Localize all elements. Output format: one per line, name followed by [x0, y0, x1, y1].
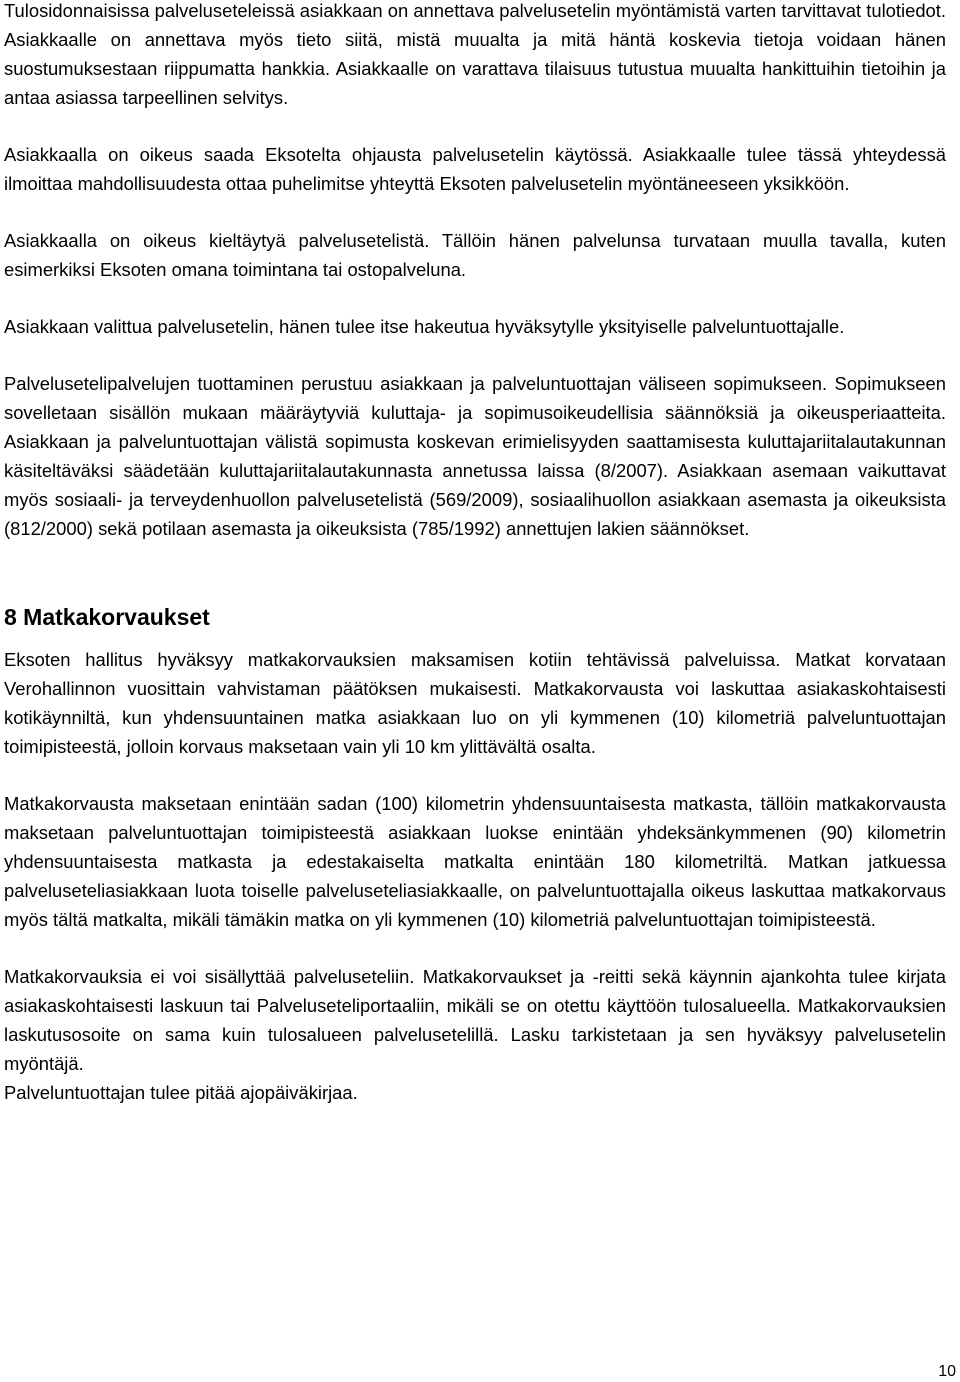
document-page — [4, 0, 946, 1107]
paragraph-income-info: Tulosidonnaisissa palveluseteleissä asiakkaan on annettava palvelusetelin myöntämistä varten tarvittavat tulotiedot. Asiakkaalle on annettava myös tieto siitä, mistä muualta ja mitä häntä koskevia tietoja voidaan hänen suostumuksestaan riippumatta hankkia. Asiakkaalle on varattava tilaisuus tutustua muualta hankittuihin tietoihin ja antaa asiassa tarpeellinen selvitys. — [4, 0, 946, 108]
paragraph-travel-approval: Eksoten hallitus hyväksyy matkakorvauksien maksamisen kotiin tehtävissä palveluissa. Matkat korvataan Verohallinnon vuosittain vahvistaman päätöksen mukaisesti. Matkakorvausta voi laskuttaa asiakaskohtaisesti kotikäynniltä, kun yhdensuuntainen matka asiakkaan luo on yli kymmenen (10) kilometriä palveluntuottajan toimipisteestä, jolloin korvaus maksetaan vain yli 10 km ylittävältä osalta. — [4, 649, 946, 757]
paragraph-contract: Palvelusetelipalvelujen tuottaminen perustuu asiakkaan ja palveluntuottajan väliseen sopimukseen. Sopimukseen sovelletaan sisällön mukaan määräytyviä kuluttaja- ja sopimusoikeudellisia säännöksiä ja oikeusperiaatteita. Asiakkaan ja palveluntuottajan välistä sopimusta koskevan erimielisyyden saattamisesta kuluttajariitalautakunnan käsiteltäväksi säädetään kuluttajariitalautakunnasta annetussa laissa (8/2007). Asiakkaan asemaan vaikuttavat myös sosiaali- ja terveydenhuollon palvelusetelistä (569/2009), sosiaalihuollon asiakkaan asemasta ja oikeuksista (812/2000) sekä potilaan asemasta ja oikeuksista (785/1992) annettujen lakien säännökset. — [4, 373, 946, 539]
paragraph-guidance: Asiakkaalla on oikeus saada Eksotelta ohjausta palvelusetelin käytössä. Asiakkaalle tulee tässä yhteydessä ilmoittaa mahdollisuudesta ottaa puhelimitse yhteyttä Eksoten palvelusetelin myöntäneeseen yksikköön. — [4, 144, 946, 194]
paragraph-choose-provider: Asiakkaan valittua palvelusetelin, hänen tulee itse hakeutua hyväksytylle yksityiselle palveluntuottajalle. — [4, 316, 845, 337]
page-number: 10 — [938, 1363, 956, 1380]
paragraph-travel-billing: Matkakorvauksia ei voi sisällyttää palveluseteliin. Matkakorvaukset ja -reitti sekä käynnin ajankohta tulee kirjata asiakaskohtaisesti laskuun tai Palveluseteliportaaliin, mikäli se on otettu käyttöön tulosalueella. Matkakorvauksien laskutusosoite on sama kuin tulosalueen palvelusetelillä. Lasku tarkistetaan ja sen hyväksyy palvelusetelin myöntäjä. — [4, 966, 946, 1074]
paragraph-travel-limits: Matkakorvausta maksetaan enintään sadan (100) kilometrin yhdensuuntaisesta matkasta, tällöin matkakorvausta maksetaan palveluntuottajan toimipisteestä asiakkaan luokse enintään yhdeksänkymmenen (90) kilometrin yhdensuuntaisesta matkasta ja edestakaiselta matkalta enintään 180 kilometriltä. Matkan jatkuessa palveluseteliasiakkaan luota toiselle palveluseteliasiakkaalle, on palveluntuottajalla oikeus laskuttaa matkakorvaus myös tältä matkalta, mikäli tämäkin matka on yli kymmenen (10) kilometriä palveluntuottajan toimipisteestä. — [4, 793, 946, 930]
paragraph-logbook: Palveluntuottajan tulee pitää ajopäiväkirjaa. — [4, 1082, 358, 1103]
paragraph-refusal: Asiakkaalla on oikeus kieltäytyä palvelusetelistä. Tällöin hänen palvelunsa turvataan muulla tavalla, kuten esimerkiksi Eksoten omana toimintana tai ostopalveluna. — [4, 230, 946, 280]
section-heading: 8 Matkakorvaukset — [4, 604, 210, 630]
